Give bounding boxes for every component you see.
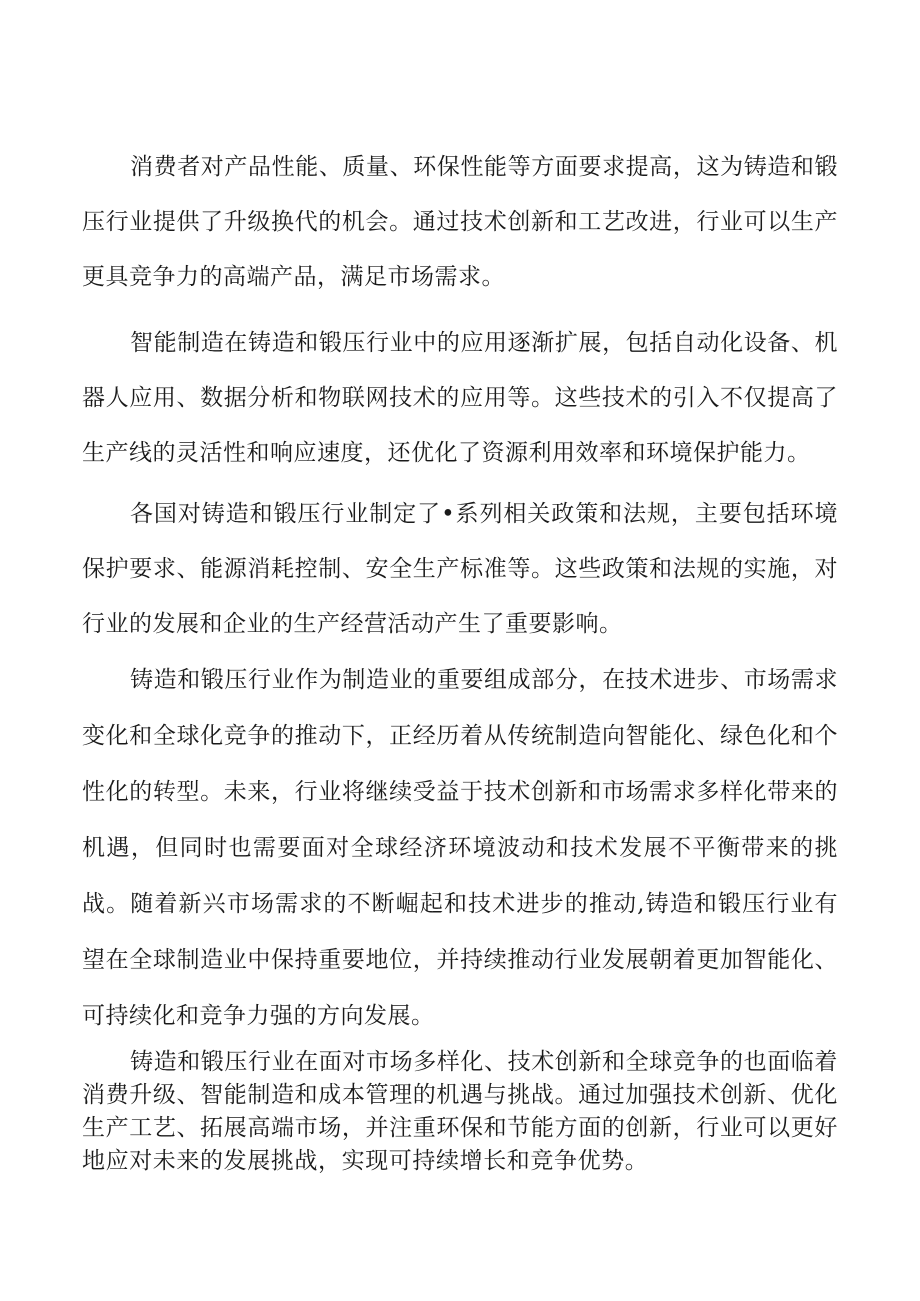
paragraph-industry-transformation: 铸造和锻压行业作为制造业的重要组成部分，在技术进步、市场需求变化和全球化竞争的推动下，正经历着从传统制造向智能化、绿色化和个性化的转型。未来，行业将继续受益于技术创新和市场需求多样化带来的机遇，但同时也需要面对全球经济环境波动和技术发展不平衡带来的挑战。随着新兴市场需求的不断崛起和技术进步的推动,铸造和锻压行业有望在全球制造业中保持重要地位，并持续推动行业发展朝着更加智能化、可持续化和竞争力强的方向发展。 bbox=[82, 667, 838, 1029]
paragraph-conclusion: 铸造和锻压行业在面对市场多样化、技术创新和全球竞争的也面临着消费升级、智能制造和成本管理的机遇与挑战。通过加强技术创新、优化生产工艺、拓展高端市场，并注重环保和节能方面的创新，行业可以更好地应对未来的发展挑战，实现可持续增长和竞争优势。 bbox=[82, 1049, 838, 1174]
paragraph-smart-manufacturing: 智能制造在铸造和锻压行业中的应用逐渐扩展，包括自动化设备、机器人应用、数据分析和物联网技术的应用等。这些技术的引入不仅提高了生产线的灵活性和响应速度，还优化了资源利用效率和环境保护能力。 bbox=[82, 330, 838, 466]
paragraph-policies-regulations: 各国对铸造和锻压行业制定了•系列相关政策和法规，主要包括环境保护要求、能源消耗控制、安全生产标准等。这些政策和法规的实施，对行业的发展和企业的生产经营活动产生了重要影响。 bbox=[82, 501, 838, 637]
paragraph-consumer-demand: 消费者对产品性能、质量、环保性能等方面要求提高，这为铸造和锻压行业提供了升级换代的机会。通过技术创新和工艺改进，行业可以生产更具竞争力的高端产品，满足市场需求。 bbox=[82, 154, 838, 290]
